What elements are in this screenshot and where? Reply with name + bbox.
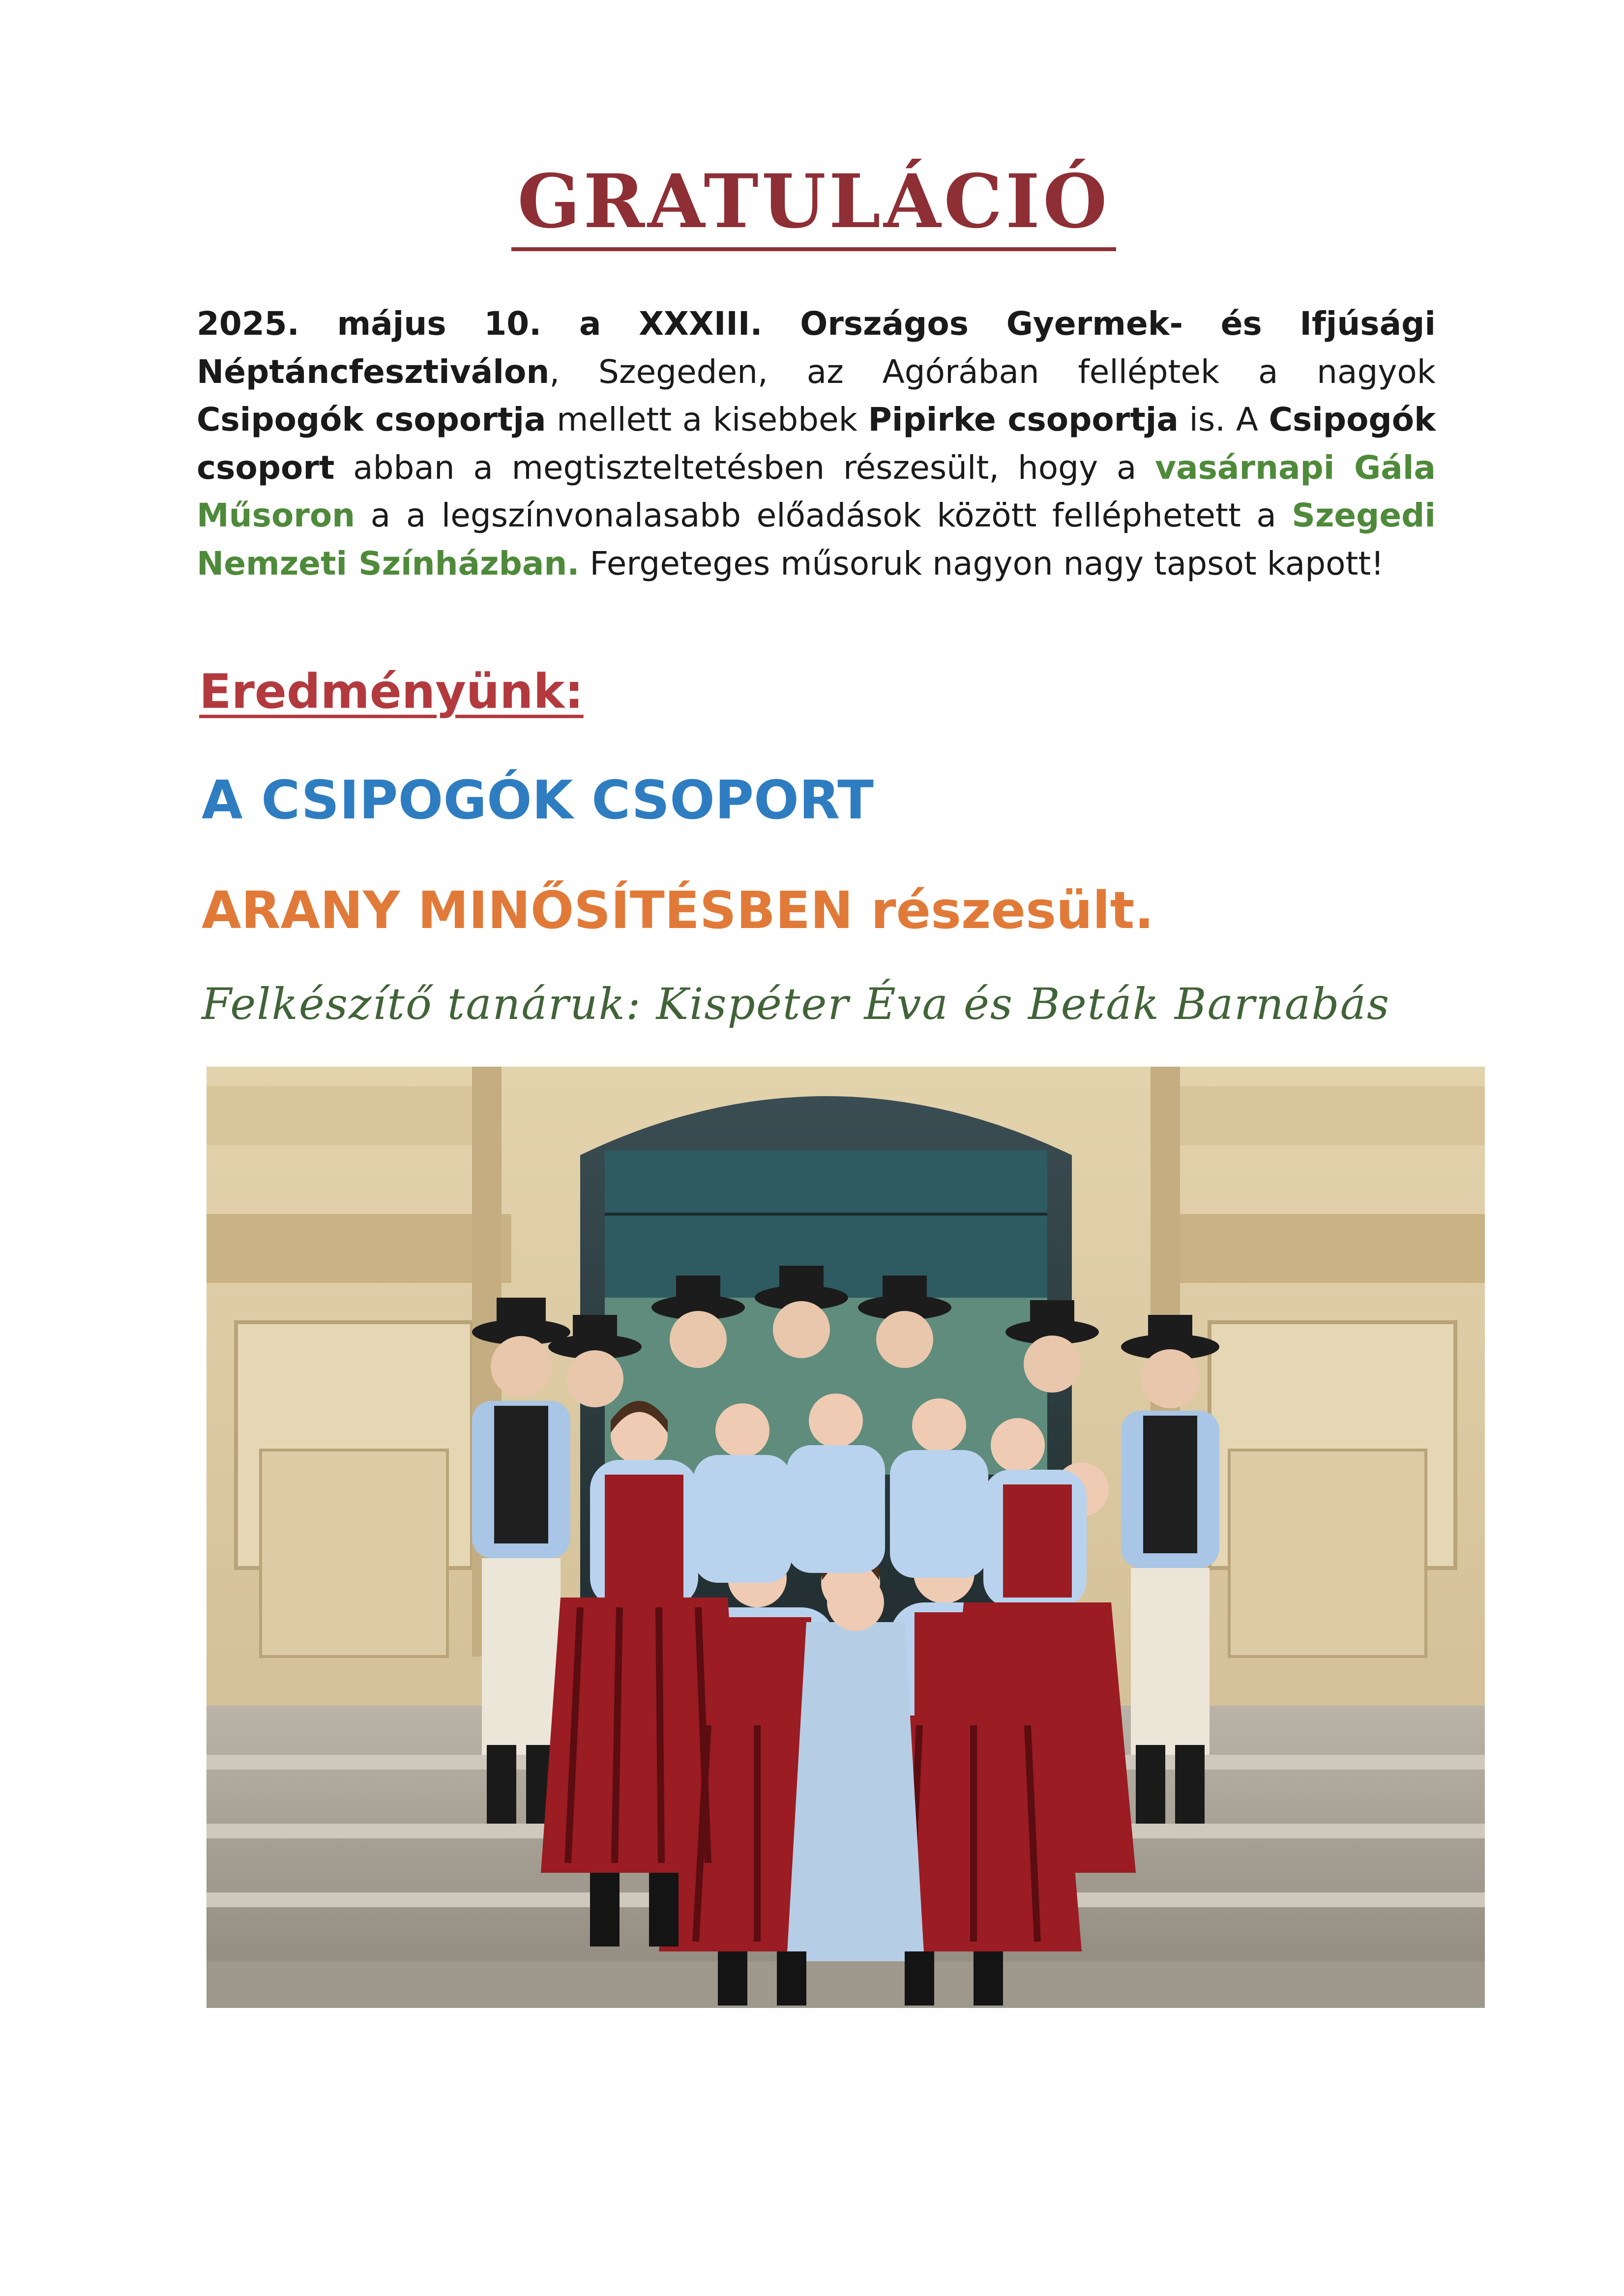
para-text-3: is. A [1178,401,1269,438]
group-photo [207,1067,1485,2008]
para-text-4: abban a megtiszteltetésben részesült, hogy a [334,448,1155,487]
group-name-csipogok: Csipogók csoportja [197,401,546,438]
para-text-1: , Szegeden, az Agórában felléptek a nagyok [549,352,1436,391]
event-name: 2025. május 10. a XXXIII. Országos Gyermek- és Ifjúsági Néptáncfesztiválon [197,305,1436,391]
group-name-csipogok-2: Csipogók csoport [197,401,1436,487]
theatre-name: Szegedi Nemzeti Színházban. [197,496,1436,582]
announcement-paragraph [197,300,1436,587]
group-name-pipirke: Pipirke csoportja [868,401,1179,438]
rating-line: ARANY MINŐSÍTÉSBEN részesült. [202,880,1154,940]
page-title: GRATULÁCIÓ [517,158,1110,245]
para-text-2: mellett a kisebbek [546,401,868,438]
result-label: Eredményünk: [199,664,584,719]
para-text-5: a a legszínvonalasabb előadások között felléphetett a [355,496,1292,534]
para-text-6: Fergeteges műsoruk nagyon nagy tapsot kapott! [579,544,1384,582]
title-underline [511,247,1116,251]
gala-program: vasárnapi Gála Műsoron [197,448,1436,534]
teachers-line: Felkészítő tanáruk: Kispéter Éva és Beták Barnabás [202,979,1390,1029]
group-line: A CSIPOGÓK CSOPORT [202,770,874,831]
